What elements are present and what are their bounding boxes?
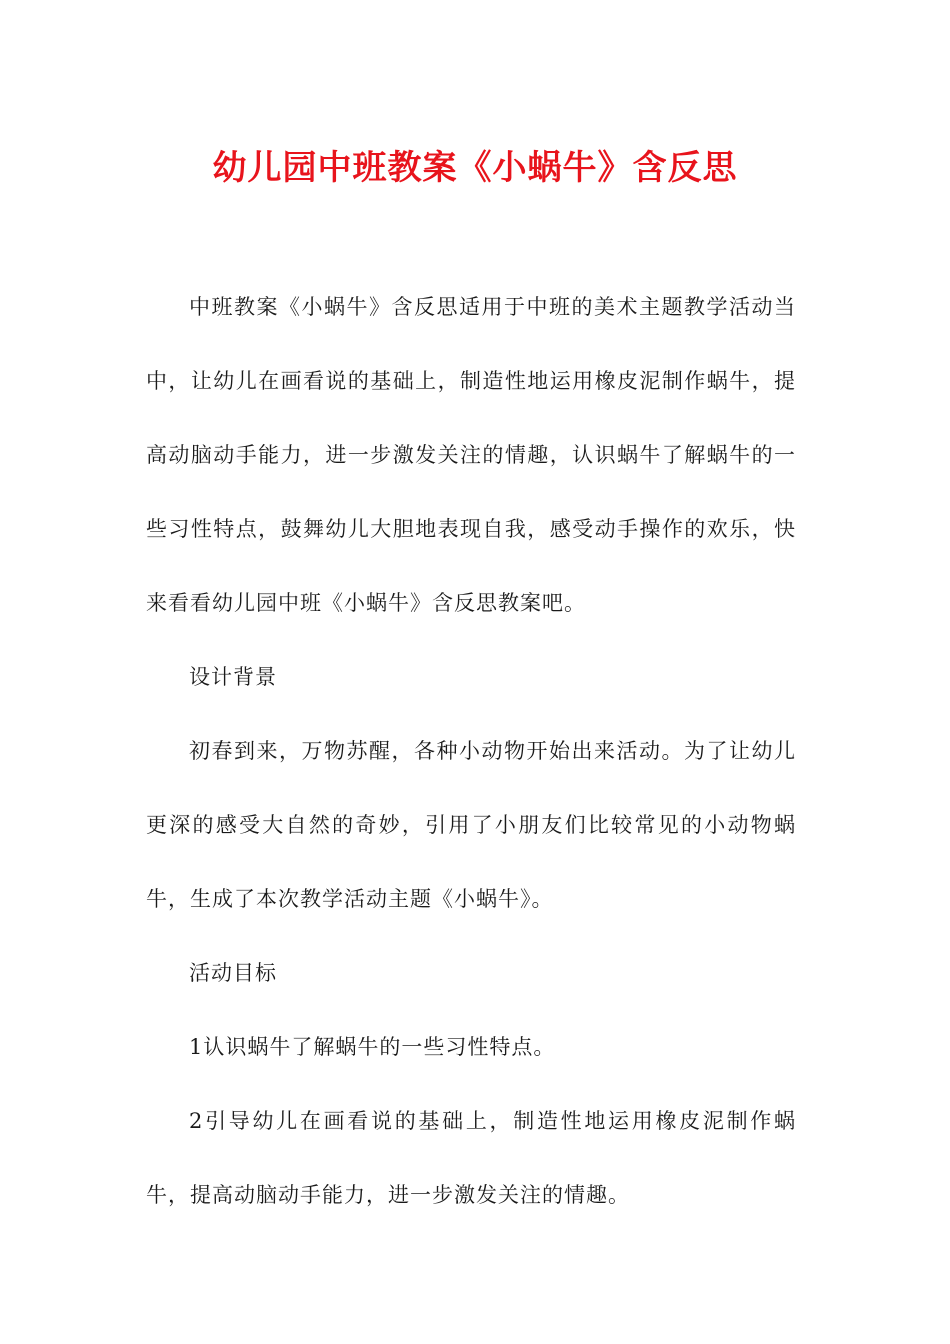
section-heading-goals: 活动目标 bbox=[189, 961, 277, 985]
document-body bbox=[146, 270, 796, 1232]
background-paragraph: 初春到来，万物苏醒，各种小动物开始出来活动。为了让幼儿更深的感受大自然的奇妙，引用了小朋友们比较常见的小动物蜗牛，生成了本次教学活动主题《小蜗牛》。 bbox=[146, 739, 796, 911]
section-heading-background: 设计背景 bbox=[189, 665, 277, 689]
intro-paragraph: 中班教案《小蜗牛》含反思适用于中班的美术主题教学活动当中，让幼儿在画看说的基础上，制造性地运用橡皮泥制作蜗牛，提高动脑动手能力，进一步激发关注的情趣，认识蜗牛了解蜗牛的一些习性特点，鼓舞幼儿大胆地表现自我，感受动手操作的欢乐，快来看看幼儿园中班《小蜗牛》含反思教案吧。 bbox=[146, 295, 796, 615]
goal-item-2: 2引导幼儿在画看说的基础上，制造性地运用橡皮泥制作蜗牛，提高动脑动手能力，进一步激发关注的情趣。 bbox=[146, 1109, 796, 1207]
goal-item-1: 1认识蜗牛了解蜗牛的一些习性特点。 bbox=[189, 1035, 556, 1059]
document-title: 幼儿园中班教案《小蜗牛》含反思 bbox=[212, 148, 738, 188]
